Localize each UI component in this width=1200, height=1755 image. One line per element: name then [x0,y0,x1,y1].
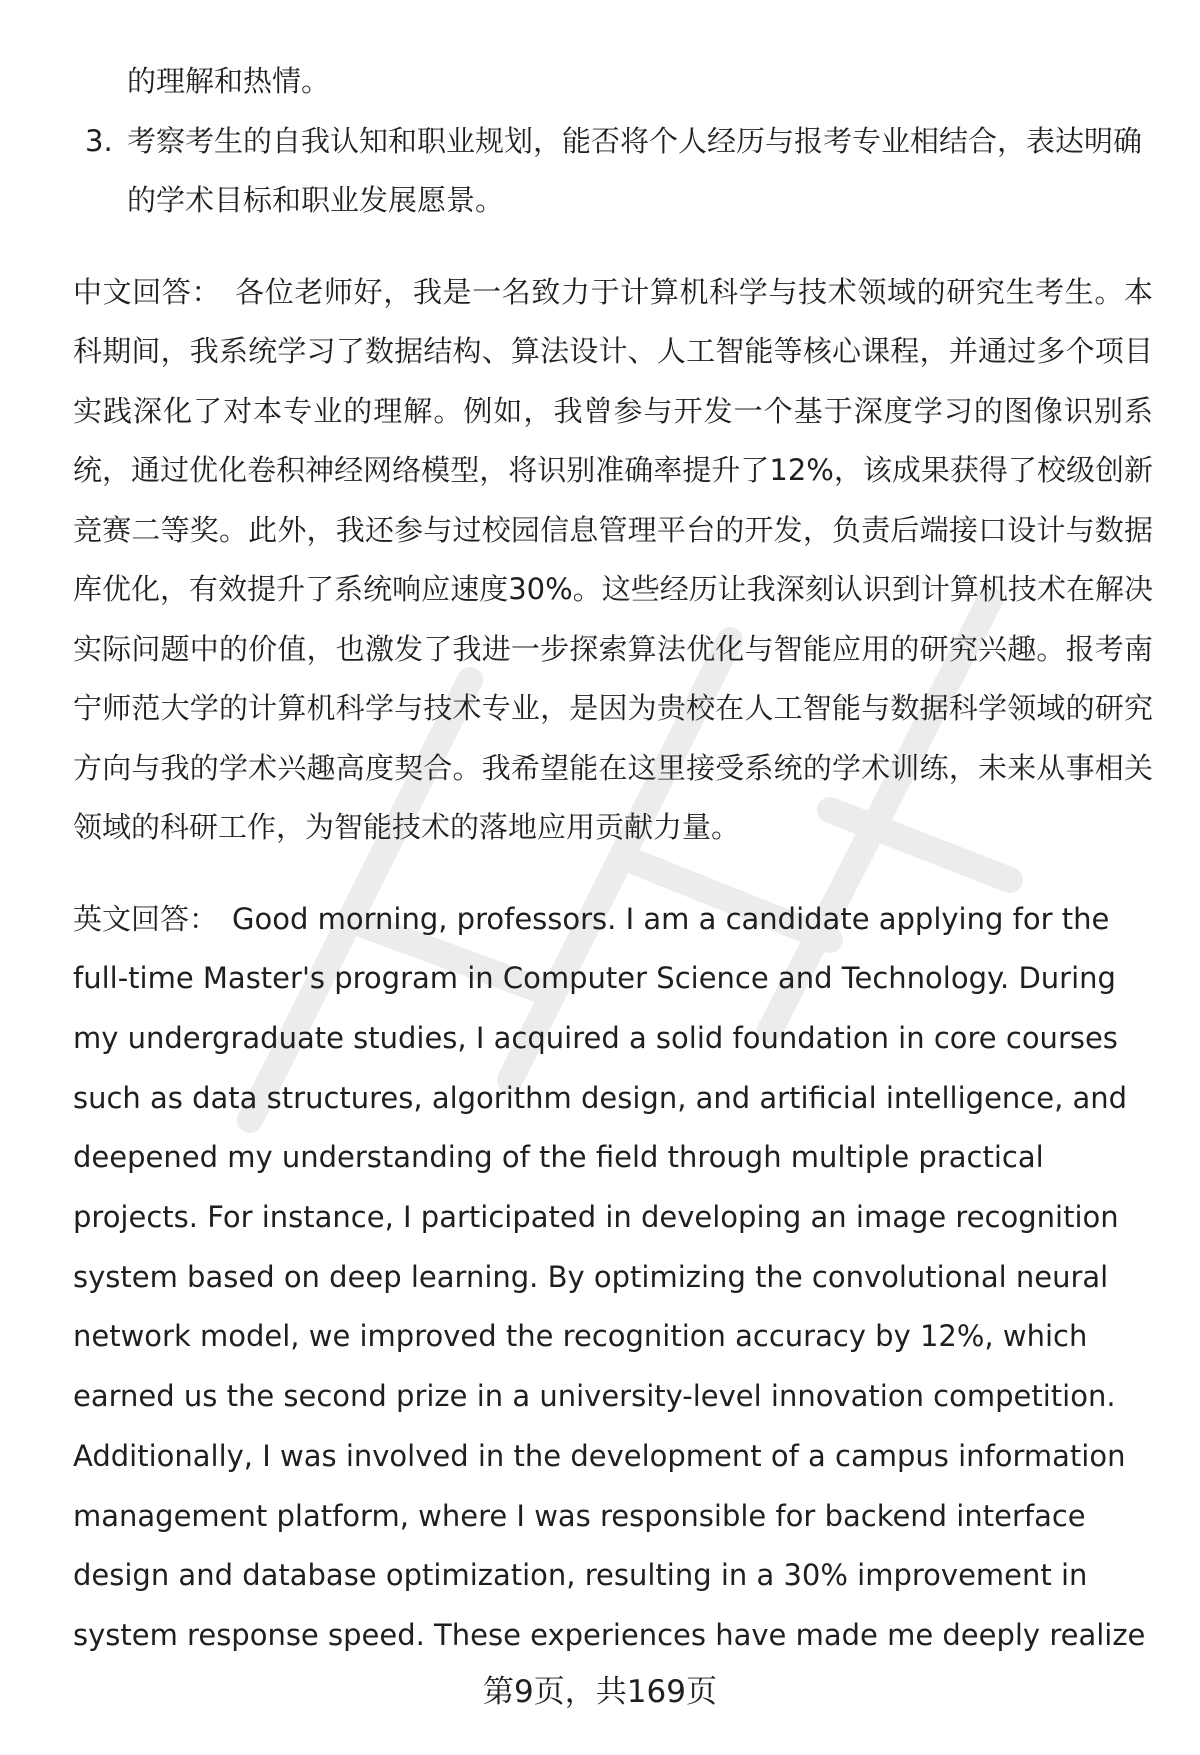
english-answer-label: 英文回答： [73,901,219,936]
list-item-2-tail [73,52,1153,112]
document-body [73,52,1153,1666]
page-indicator: 第9页，共169页 [483,1674,717,1710]
chinese-answer-text: 各位老师好，我是一名致力于计算机科学与技术领域的研究生考生。本科期间，我系统学习了数据结构、算法设计、人工智能等核心课程，并通过多个项目实践深化了对本专业的理解。例如，我曾参与开发一个基于深度学习的图像识别系统，通过优化卷积神经网络模型，将识别准确率提升了12%，该成果获得了校级创新竞赛二等奖。此外，我还参与过校园信息管理平台的开发，负责后端接口设计与数据库优化，有效提升了系统响应速度30%。这些经历让我深刻认识到计算机技术在解决实际问题中的价值，也激发了我进一步探索算法优化与智能应用的研究兴趣。报考南宁师范大学的计算机科学与技术专业，是因为贵校在人工智能与数据科学领域的研究方向与我的学术兴趣高度契合。我希望能在这里接受系统的学术训练，未来从事相关领域的科研工作，为智能技术的落地应用贡献力量。 [73,274,1153,844]
list-item-2-tail-text: 的理解和热情。 [127,64,331,98]
list-item-3-number: 3. [85,123,113,158]
chinese-answer-label: 中文回答： [73,274,222,309]
section-gap [73,231,1153,263]
list-item-3 [73,112,1153,231]
list-item-3-text: 考察考生的自我认知和职业规划，能否将个人经历与报考专业相结合，表达明确的学术目标和职业发展愿景。 [127,123,1143,217]
english-answer-text: Good morning, professors. I am a candidate applying for the full-time Master's program in Computer Science and Technology. During my undergraduate studies, I acquired a solid foundation in core courses such as data structures, algorithm design, and artificial intelligence, and deepened my understanding of the field through multiple practical projects. For instance, I participated in developing an image recognition system based on deep learning. By optimizing the convolutional neural network model, we improved the recognition accuracy by 12%, which earned us the second prize in a university-level innovation competition. Additionally, I was involved in the development of a campus information management platform, where I was responsible for backend interface design and database optimization, resulting in a 30% improvement in system response speed. These experiences have made me deeply realize [73,901,1146,1652]
chinese-answer-paragraph [73,263,1153,858]
english-answer-paragraph [73,890,1153,1666]
section-gap [73,858,1153,890]
